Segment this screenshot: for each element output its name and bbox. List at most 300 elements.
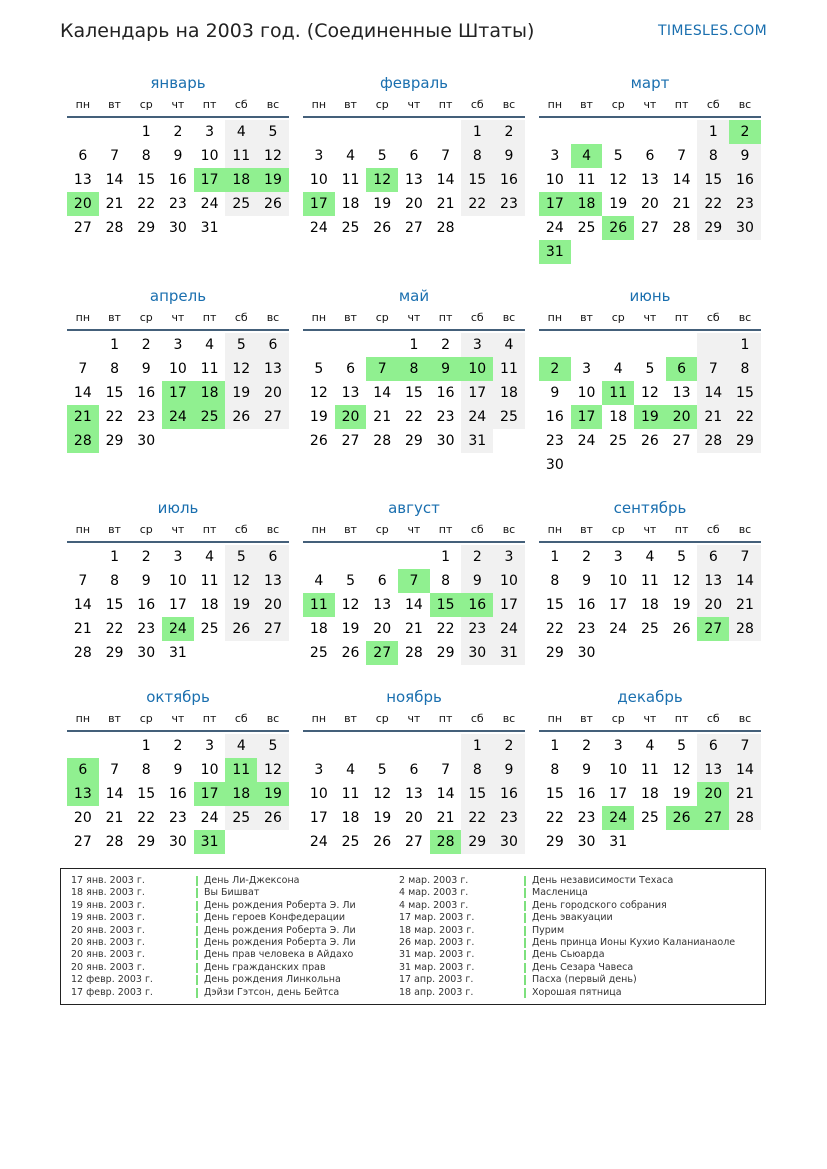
day-cell[interactable]: 3 [205, 738, 215, 754]
day-cell[interactable]: 3 [461, 333, 493, 357]
day-cell[interactable]: 20 [73, 810, 92, 826]
day-cell[interactable]: 11 [200, 361, 219, 377]
day-cell[interactable]: 23 [577, 621, 596, 637]
day-cell[interactable]: 17 [609, 786, 628, 802]
day-cell[interactable]: 10 [200, 762, 219, 778]
day-cell[interactable]: 17 [461, 381, 493, 405]
day-cell[interactable]: 27 [697, 617, 729, 641]
day-cell[interactable]: 20 [67, 192, 99, 216]
day-cell[interactable]: 15 [404, 385, 423, 401]
day-cell[interactable]: 13 [697, 758, 729, 782]
day-cell[interactable]: 23 [461, 617, 493, 641]
day-cell[interactable]: 20 [640, 196, 659, 212]
day-cell[interactable]: 26 [257, 806, 289, 830]
day-cell[interactable]: 1 [141, 124, 151, 140]
day-cell[interactable]: 7 [729, 734, 761, 758]
day-cell[interactable]: 15 [137, 786, 156, 802]
day-cell[interactable]: 17 [194, 782, 226, 806]
day-cell[interactable]: 28 [729, 617, 761, 641]
day-cell[interactable]: 17 [309, 810, 328, 826]
day-cell[interactable]: 23 [137, 409, 156, 425]
day-cell[interactable]: 14 [729, 569, 761, 593]
day-cell[interactable]: 18 [194, 381, 226, 405]
day-cell[interactable]: 12 [309, 385, 328, 401]
day-cell[interactable]: 5 [613, 148, 623, 164]
day-cell[interactable]: 31 [200, 220, 219, 236]
day-cell[interactable]: 5 [225, 333, 257, 357]
day-cell[interactable]: 16 [461, 593, 493, 617]
day-cell[interactable]: 17 [609, 597, 628, 613]
day-cell[interactable]: 10 [545, 172, 564, 188]
day-cell[interactable]: 18 [341, 196, 360, 212]
day-cell[interactable]: 11 [200, 573, 219, 589]
day-cell[interactable]: 21 [436, 810, 455, 826]
day-cell[interactable]: 22 [436, 621, 455, 637]
day-cell[interactable]: 28 [105, 220, 124, 236]
day-cell[interactable]: 19 [257, 782, 289, 806]
day-cell[interactable]: 28 [373, 433, 392, 449]
day-cell[interactable]: 22 [461, 806, 493, 830]
day-cell[interactable]: 27 [697, 806, 729, 830]
day-cell[interactable]: 14 [436, 786, 455, 802]
day-cell[interactable]: 19 [609, 196, 628, 212]
day-cell[interactable]: 12 [341, 597, 360, 613]
day-cell[interactable]: 1 [550, 738, 560, 754]
day-cell[interactable]: 4 [314, 573, 324, 589]
day-cell[interactable]: 2 [493, 120, 525, 144]
day-cell[interactable]: 23 [545, 433, 564, 449]
day-cell[interactable]: 11 [341, 172, 360, 188]
day-cell[interactable]: 13 [697, 569, 729, 593]
day-cell[interactable]: 27 [257, 405, 289, 429]
day-cell[interactable]: 5 [314, 361, 324, 377]
day-cell[interactable]: 19 [309, 409, 328, 425]
day-cell[interactable]: 10 [168, 573, 187, 589]
day-cell[interactable]: 18 [571, 192, 603, 216]
day-cell[interactable]: 22 [461, 192, 493, 216]
day-cell[interactable]: 16 [493, 782, 525, 806]
day-cell[interactable]: 1 [729, 333, 761, 357]
day-cell[interactable]: 9 [582, 762, 591, 778]
day-cell[interactable]: 2 [173, 738, 183, 754]
day-cell[interactable]: 7 [78, 361, 88, 377]
day-cell[interactable]: 5 [377, 762, 387, 778]
day-cell[interactable]: 8 [550, 573, 560, 589]
day-cell[interactable]: 22 [105, 621, 124, 637]
day-cell[interactable]: 31 [539, 240, 571, 264]
day-cell[interactable]: 6 [67, 758, 99, 782]
day-cell[interactable]: 14 [105, 786, 124, 802]
day-cell[interactable]: 29 [545, 645, 564, 661]
day-cell[interactable]: 1 [110, 337, 119, 353]
day-cell[interactable]: 16 [577, 786, 596, 802]
day-cell[interactable]: 23 [168, 196, 187, 212]
day-cell[interactable]: 22 [404, 409, 423, 425]
day-cell[interactable]: 19 [225, 381, 257, 405]
day-cell[interactable]: 30 [461, 641, 493, 665]
day-cell[interactable]: 3 [613, 738, 623, 754]
day-cell[interactable]: 30 [577, 645, 596, 661]
day-cell[interactable]: 17 [194, 168, 226, 192]
day-cell[interactable]: 6 [78, 148, 88, 164]
day-cell[interactable]: 7 [110, 148, 119, 164]
day-cell[interactable]: 2 [173, 124, 183, 140]
day-cell[interactable]: 24 [200, 810, 219, 826]
day-cell[interactable]: 13 [404, 172, 423, 188]
day-cell[interactable]: 25 [577, 220, 596, 236]
day-cell[interactable]: 6 [409, 148, 419, 164]
day-cell[interactable]: 30 [168, 220, 187, 236]
day-cell[interactable]: 4 [571, 144, 603, 168]
day-cell[interactable]: 28 [436, 220, 455, 236]
day-cell[interactable]: 22 [545, 810, 564, 826]
day-cell[interactable]: 21 [105, 810, 124, 826]
day-cell[interactable]: 4 [346, 148, 355, 164]
day-cell[interactable]: 16 [436, 385, 455, 401]
day-cell[interactable]: 12 [257, 758, 289, 782]
day-cell[interactable]: 30 [577, 834, 596, 850]
day-cell[interactable]: 27 [404, 834, 423, 850]
day-cell[interactable]: 8 [729, 357, 761, 381]
day-cell[interactable]: 1 [141, 738, 151, 754]
day-cell[interactable]: 13 [341, 385, 360, 401]
day-cell[interactable]: 6 [377, 573, 387, 589]
day-cell[interactable]: 17 [303, 192, 335, 216]
day-cell[interactable]: 18 [225, 168, 257, 192]
day-cell[interactable]: 26 [640, 433, 659, 449]
day-cell[interactable]: 11 [640, 762, 659, 778]
day-cell[interactable]: 31 [194, 830, 226, 854]
day-cell[interactable]: 20 [404, 196, 423, 212]
day-cell[interactable]: 16 [545, 409, 564, 425]
day-cell[interactable]: 14 [729, 758, 761, 782]
day-cell[interactable]: 18 [609, 409, 628, 425]
day-cell[interactable]: 24 [493, 617, 525, 641]
day-cell[interactable]: 15 [545, 597, 564, 613]
day-cell[interactable]: 5 [377, 148, 387, 164]
day-cell[interactable]: 18 [640, 786, 659, 802]
day-cell[interactable]: 29 [461, 830, 493, 854]
day-cell[interactable]: 11 [640, 573, 659, 589]
day-cell[interactable]: 9 [173, 762, 183, 778]
day-cell[interactable]: 9 [430, 357, 462, 381]
day-cell[interactable]: 8 [697, 144, 729, 168]
day-cell[interactable]: 11 [577, 172, 596, 188]
day-cell[interactable]: 22 [137, 810, 156, 826]
day-cell[interactable]: 2 [141, 337, 151, 353]
day-cell[interactable]: 27 [73, 220, 92, 236]
day-cell[interactable]: 19 [341, 621, 360, 637]
day-cell[interactable]: 19 [225, 593, 257, 617]
day-cell[interactable]: 25 [341, 220, 360, 236]
day-cell[interactable]: 7 [677, 148, 687, 164]
day-cell[interactable]: 25 [493, 405, 525, 429]
day-cell[interactable]: 5 [645, 361, 655, 377]
day-cell[interactable]: 9 [729, 144, 761, 168]
day-cell[interactable]: 5 [257, 734, 289, 758]
day-cell[interactable]: 4 [225, 120, 257, 144]
day-cell[interactable]: 26 [257, 192, 289, 216]
day-cell[interactable]: 24 [545, 220, 564, 236]
day-cell[interactable]: 25 [640, 810, 659, 826]
day-cell[interactable]: 26 [309, 433, 328, 449]
day-cell[interactable]: 16 [493, 168, 525, 192]
day-cell[interactable]: 6 [645, 148, 655, 164]
day-cell[interactable]: 21 [404, 621, 423, 637]
day-cell[interactable]: 30 [137, 433, 156, 449]
day-cell[interactable]: 26 [225, 405, 257, 429]
day-cell[interactable]: 8 [441, 573, 451, 589]
day-cell[interactable]: 26 [602, 216, 634, 240]
day-cell[interactable]: 22 [697, 192, 729, 216]
day-cell[interactable]: 23 [493, 192, 525, 216]
day-cell[interactable]: 7 [441, 762, 451, 778]
day-cell[interactable]: 4 [613, 361, 623, 377]
day-cell[interactable]: 12 [257, 144, 289, 168]
day-cell[interactable]: 3 [173, 337, 183, 353]
day-cell[interactable]: 25 [609, 433, 628, 449]
day-cell[interactable]: 13 [67, 782, 99, 806]
day-cell[interactable]: 5 [677, 549, 687, 565]
day-cell[interactable]: 16 [168, 172, 187, 188]
day-cell[interactable]: 30 [137, 645, 156, 661]
day-cell[interactable]: 20 [335, 405, 367, 429]
day-cell[interactable]: 27 [73, 834, 92, 850]
day-cell[interactable]: 2 [539, 357, 571, 381]
day-cell[interactable]: 24 [602, 806, 634, 830]
day-cell[interactable]: 16 [577, 597, 596, 613]
day-cell[interactable]: 25 [341, 834, 360, 850]
day-cell[interactable]: 22 [105, 409, 124, 425]
day-cell[interactable]: 27 [640, 220, 659, 236]
day-cell[interactable]: 10 [168, 361, 187, 377]
day-cell[interactable]: 30 [493, 830, 525, 854]
day-cell[interactable]: 26 [341, 645, 360, 661]
day-cell[interactable]: 31 [461, 429, 493, 453]
day-cell[interactable]: 12 [672, 573, 691, 589]
day-cell[interactable]: 17 [168, 597, 187, 613]
day-cell[interactable]: 28 [404, 645, 423, 661]
day-cell[interactable]: 21 [697, 405, 729, 429]
day-cell[interactable]: 13 [257, 569, 289, 593]
day-cell[interactable]: 11 [225, 144, 257, 168]
day-cell[interactable]: 24 [309, 220, 328, 236]
brand-link[interactable]: TIMESLES.COM [658, 23, 767, 39]
day-cell[interactable]: 16 [168, 786, 187, 802]
day-cell[interactable]: 1 [461, 120, 493, 144]
day-cell[interactable]: 29 [729, 429, 761, 453]
day-cell[interactable]: 22 [545, 621, 564, 637]
day-cell[interactable]: 12 [609, 172, 628, 188]
day-cell[interactable]: 27 [366, 641, 398, 665]
day-cell[interactable]: 21 [105, 196, 124, 212]
day-cell[interactable]: 30 [436, 433, 455, 449]
day-cell[interactable]: 24 [577, 433, 596, 449]
day-cell[interactable]: 10 [309, 786, 328, 802]
day-cell[interactable]: 24 [609, 621, 628, 637]
day-cell[interactable]: 21 [436, 196, 455, 212]
day-cell[interactable]: 11 [303, 593, 335, 617]
day-cell[interactable]: 6 [257, 545, 289, 569]
day-cell[interactable]: 28 [430, 830, 462, 854]
day-cell[interactable]: 4 [645, 738, 655, 754]
day-cell[interactable]: 3 [582, 361, 591, 377]
day-cell[interactable]: 15 [461, 782, 493, 806]
day-cell[interactable]: 31 [168, 645, 187, 661]
day-cell[interactable]: 29 [105, 645, 124, 661]
day-cell[interactable]: 4 [205, 337, 215, 353]
day-cell[interactable]: 25 [200, 621, 219, 637]
day-cell[interactable]: 4 [225, 734, 257, 758]
day-cell[interactable]: 18 [640, 597, 659, 613]
day-cell[interactable]: 11 [341, 786, 360, 802]
day-cell[interactable]: 4 [645, 549, 655, 565]
day-cell[interactable]: 8 [110, 361, 119, 377]
day-cell[interactable]: 23 [729, 192, 761, 216]
day-cell[interactable]: 19 [373, 810, 392, 826]
day-cell[interactable]: 10 [309, 172, 328, 188]
day-cell[interactable]: 19 [672, 597, 691, 613]
day-cell[interactable]: 18 [225, 782, 257, 806]
day-cell[interactable]: 14 [672, 172, 691, 188]
day-cell[interactable]: 6 [697, 734, 729, 758]
day-cell[interactable]: 21 [729, 782, 761, 806]
day-cell[interactable]: 7 [366, 357, 398, 381]
day-cell[interactable]: 4 [205, 549, 215, 565]
day-cell[interactable]: 3 [173, 549, 183, 565]
day-cell[interactable]: 26 [373, 834, 392, 850]
day-cell[interactable]: 29 [436, 645, 455, 661]
day-cell[interactable]: 5 [225, 545, 257, 569]
day-cell[interactable]: 10 [609, 573, 628, 589]
day-cell[interactable]: 1 [697, 120, 729, 144]
day-cell[interactable]: 25 [225, 192, 257, 216]
day-cell[interactable]: 15 [105, 385, 124, 401]
day-cell[interactable]: 26 [225, 617, 257, 641]
day-cell[interactable]: 17 [162, 381, 194, 405]
day-cell[interactable]: 20 [697, 593, 729, 617]
day-cell[interactable]: 10 [200, 148, 219, 164]
day-cell[interactable]: 26 [666, 806, 698, 830]
day-cell[interactable]: 21 [373, 409, 392, 425]
day-cell[interactable]: 4 [493, 333, 525, 357]
day-cell[interactable]: 24 [309, 834, 328, 850]
day-cell[interactable]: 24 [162, 617, 194, 641]
day-cell[interactable]: 13 [672, 385, 691, 401]
day-cell[interactable]: 9 [582, 573, 591, 589]
day-cell[interactable]: 29 [105, 433, 124, 449]
day-cell[interactable]: 15 [137, 172, 156, 188]
day-cell[interactable]: 14 [436, 172, 455, 188]
day-cell[interactable]: 9 [550, 385, 560, 401]
day-cell[interactable]: 14 [105, 172, 124, 188]
day-cell[interactable]: 28 [73, 645, 92, 661]
day-cell[interactable]: 10 [609, 762, 628, 778]
day-cell[interactable]: 7 [110, 762, 119, 778]
day-cell[interactable]: 20 [257, 593, 289, 617]
day-cell[interactable]: 29 [697, 216, 729, 240]
day-cell[interactable]: 11 [493, 357, 525, 381]
day-cell[interactable]: 7 [441, 148, 451, 164]
day-cell[interactable]: 31 [609, 834, 628, 850]
day-cell[interactable]: 15 [545, 786, 564, 802]
day-cell[interactable]: 16 [137, 385, 156, 401]
day-cell[interactable]: 21 [672, 196, 691, 212]
day-cell[interactable]: 26 [672, 621, 691, 637]
day-cell[interactable]: 2 [493, 734, 525, 758]
day-cell[interactable]: 10 [461, 357, 493, 381]
day-cell[interactable]: 14 [697, 381, 729, 405]
day-cell[interactable]: 26 [373, 220, 392, 236]
day-cell[interactable]: 25 [640, 621, 659, 637]
day-cell[interactable]: 2 [582, 738, 591, 754]
day-cell[interactable]: 8 [110, 573, 119, 589]
day-cell[interactable]: 30 [545, 457, 564, 473]
day-cell[interactable]: 12 [225, 569, 257, 593]
day-cell[interactable]: 7 [398, 569, 430, 593]
day-cell[interactable]: 28 [672, 220, 691, 236]
day-cell[interactable]: 9 [493, 758, 525, 782]
day-cell[interactable]: 6 [257, 333, 289, 357]
day-cell[interactable]: 29 [137, 834, 156, 850]
day-cell[interactable]: 8 [461, 758, 493, 782]
day-cell[interactable]: 8 [141, 148, 151, 164]
day-cell[interactable]: 17 [539, 192, 571, 216]
day-cell[interactable]: 6 [666, 357, 698, 381]
day-cell[interactable]: 3 [205, 124, 215, 140]
day-cell[interactable]: 9 [141, 361, 151, 377]
day-cell[interactable]: 19 [257, 168, 289, 192]
day-cell[interactable]: 3 [550, 148, 560, 164]
day-cell[interactable]: 16 [137, 597, 156, 613]
day-cell[interactable]: 9 [493, 144, 525, 168]
day-cell[interactable]: 28 [67, 429, 99, 453]
day-cell[interactable]: 24 [200, 196, 219, 212]
day-cell[interactable]: 5 [677, 738, 687, 754]
day-cell[interactable]: 7 [697, 357, 729, 381]
day-cell[interactable]: 23 [168, 810, 187, 826]
day-cell[interactable]: 8 [141, 762, 151, 778]
day-cell[interactable]: 15 [697, 168, 729, 192]
day-cell[interactable]: 20 [404, 810, 423, 826]
day-cell[interactable]: 28 [697, 429, 729, 453]
day-cell[interactable]: 15 [105, 597, 124, 613]
day-cell[interactable]: 20 [257, 381, 289, 405]
day-cell[interactable]: 22 [137, 196, 156, 212]
day-cell[interactable]: 13 [404, 786, 423, 802]
day-cell[interactable]: 14 [373, 385, 392, 401]
day-cell[interactable]: 14 [73, 385, 92, 401]
day-cell[interactable]: 30 [729, 216, 761, 240]
day-cell[interactable]: 23 [137, 621, 156, 637]
day-cell[interactable]: 1 [110, 549, 119, 565]
day-cell[interactable]: 10 [493, 569, 525, 593]
day-cell[interactable]: 19 [672, 786, 691, 802]
day-cell[interactable]: 18 [341, 810, 360, 826]
day-cell[interactable]: 27 [257, 617, 289, 641]
day-cell[interactable]: 5 [346, 573, 355, 589]
day-cell[interactable]: 8 [398, 357, 430, 381]
day-cell[interactable]: 9 [461, 569, 493, 593]
day-cell[interactable]: 20 [697, 782, 729, 806]
day-cell[interactable]: 2 [441, 337, 451, 353]
day-cell[interactable]: 15 [430, 593, 462, 617]
day-cell[interactable]: 3 [613, 549, 623, 565]
day-cell[interactable]: 19 [373, 196, 392, 212]
day-cell[interactable]: 24 [162, 405, 194, 429]
day-cell[interactable]: 2 [582, 549, 591, 565]
day-cell[interactable]: 6 [409, 762, 419, 778]
